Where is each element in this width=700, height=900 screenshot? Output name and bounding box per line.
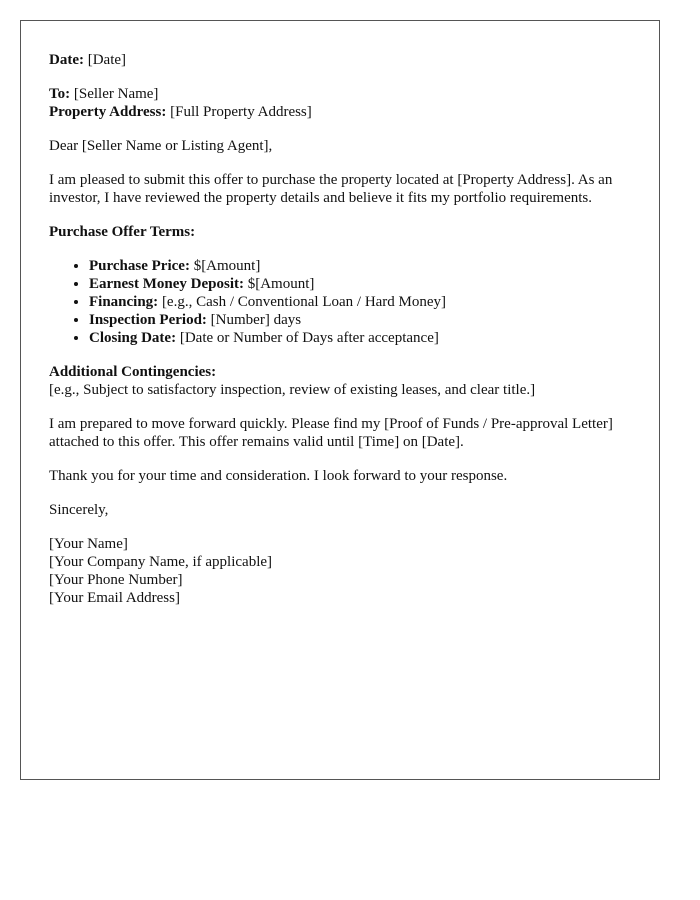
contingencies-block <box>49 363 631 399</box>
purchase-terms-list <box>49 257 631 347</box>
closing-line: Sincerely, <box>49 502 109 518</box>
recipient-block <box>49 85 631 121</box>
term-label: Earnest Money Deposit: <box>89 276 244 292</box>
term-value: [e.g., Cash / Conventional Loan / Hard Money] <box>161 294 447 310</box>
thanks-paragraph: Thank you for your time and consideration. I look forward to your response. <box>49 468 508 484</box>
to-line <box>49 85 631 103</box>
signature-phone: [Your Phone Number] <box>49 572 183 588</box>
purchase-terms-heading: Purchase Offer Terms: <box>49 224 196 240</box>
contingencies-heading: Additional Contingencies: <box>49 364 217 380</box>
term-label: Closing Date: <box>89 330 177 346</box>
term-value: $[Amount] <box>193 258 261 274</box>
property-address-value: [Full Property Address] <box>170 104 312 120</box>
letter-page <box>20 20 660 780</box>
term-label: Inspection Period: <box>89 312 207 328</box>
to-label: To: <box>49 86 71 102</box>
term-label: Financing: <box>89 294 159 310</box>
to-value: [Seller Name] <box>73 86 159 102</box>
signature-company: [Your Company Name, if applicable] <box>49 554 273 570</box>
salutation: Dear [Seller Name or Listing Agent], <box>49 138 273 154</box>
signature-block <box>49 535 631 607</box>
term-label: Purchase Price: <box>89 258 190 274</box>
date-line <box>49 51 631 69</box>
signature-email: [Your Email Address] <box>49 590 180 606</box>
proof-of-funds-paragraph: I am prepared to move forward quickly. Please find my [Proof of Funds / Pre-approval Letter] attached to this offer. This offer remains valid until [Time] on [Date]. <box>49 416 613 450</box>
term-item-closing-date <box>89 329 631 347</box>
contingencies-text: [e.g., Subject to satisfactory inspection, review of existing leases, and clear title.] <box>49 382 536 398</box>
term-value: [Date or Number of Days after acceptance] <box>179 330 439 346</box>
term-item-inspection-period <box>89 311 631 329</box>
term-item-earnest-money <box>89 275 631 293</box>
property-address-line <box>49 103 631 121</box>
term-value: $[Amount] <box>247 276 315 292</box>
intro-paragraph: I am pleased to submit this offer to purchase the property located at [Property Address]. As an investor, I have reviewed the property details and believe it fits my portfolio requirements. <box>49 172 613 206</box>
date-value: [Date] <box>87 52 127 68</box>
term-item-financing <box>89 293 631 311</box>
signature-name: [Your Name] <box>49 536 128 552</box>
property-address-label: Property Address: <box>49 104 167 120</box>
term-value: [Number] days <box>210 312 302 328</box>
term-item-purchase-price <box>89 257 631 275</box>
date-label: Date: <box>49 52 84 68</box>
